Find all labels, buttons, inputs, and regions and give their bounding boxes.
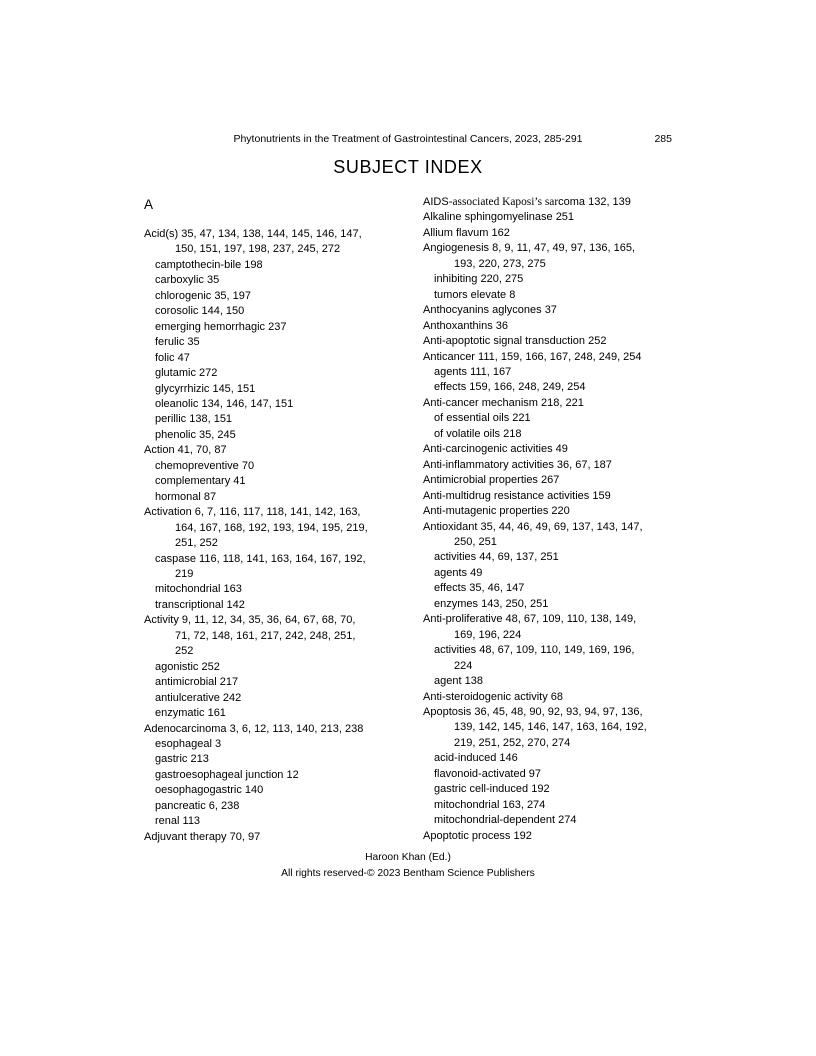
index-line: inhibiting 220, 275 [434,273,524,286]
index-line-segment: AIDS [423,196,449,208]
index-line: 169, 196, 224 [454,628,522,641]
index-line: esophageal 3 [155,737,222,750]
footer-rights-line: All rights reserved-© 2023 Bentham Science Publishers [281,867,535,879]
index-line: enzymatic 161 [155,707,226,720]
index-line-segment: coma 132, 139 [558,196,631,208]
index-line: gastric cell-induced 192 [434,783,550,796]
index-line: 150, 151, 197, 198, 237, 245, 272 [175,243,341,256]
index-line: agent 138 [434,675,483,688]
index-line: Apoptosis 36, 45, 48, 90, 92, 93, 94, 97, 136, [423,705,643,718]
index-line: glycyrrhizic 145, 151 [155,382,256,395]
index-line: flavonoid-activated 97 [434,767,542,780]
index-line: Anthoxanthins 36 [423,319,509,332]
index-line-segment: -associated Kaposi’s sar [448,196,559,208]
index-column-right [423,195,698,844]
index-line: antiulcerative 242 [155,691,242,704]
index-line: gastroesophageal junction 12 [155,768,299,781]
index-line: 252 [175,645,194,658]
index-line: agonistic 252 [155,660,220,673]
index-line: Acid(s) 35, 47, 134, 138, 144, 145, 146, 147, [144,228,362,240]
index-line: tumors elevate 8 [434,288,516,301]
index-line: Alkaline sphingomyelinase 251 [423,211,575,224]
index-line: Activity 9, 11, 12, 34, 35, 36, 64, 67, 68, 70, [144,614,356,627]
page-number: 285 [654,133,672,145]
index-line [423,195,698,210]
index-line: Anti-steroidogenic activity 68 [423,690,564,703]
index-line: caspase 116, 118, 141, 163, 164, 167, 192, [155,552,366,565]
index-column-left [144,227,419,845]
index-line: emerging hemorrhagic 237 [155,320,287,333]
page-footer [0,850,816,881]
index-line: Anti-carcinogenic activities 49 [423,443,568,456]
index-line: 224 [454,659,473,672]
index-line: glutamic 272 [155,367,218,380]
page-title: SUBJECT INDEX [333,157,483,177]
index-line: Anti-cancer mechanism 218, 221 [423,396,584,409]
index-line: Anticancer 111, 159, 166, 167, 248, 249, 254 [423,350,642,363]
index-line: carboxylic 35 [155,274,220,287]
index-line: Anthocyanins aglycones 37 [423,304,557,317]
index-line: Antioxidant 35, 44, 46, 49, 69, 137, 143, 147, [423,520,643,533]
index-line: mitochondrial 163, 274 [434,798,546,811]
index-line: 71, 72, 148, 161, 217, 242, 248, 251, [175,629,356,642]
index-line: Adenocarcinoma 3, 6, 12, 113, 140, 213, 238 [144,722,364,735]
index-line: of essential oils 221 [434,412,531,425]
index-line: agents 49 [434,566,483,579]
index-line: 250, 251 [454,535,497,548]
index-line: activities 48, 67, 109, 110, 149, 169, 196, [434,644,635,657]
section-letter-heading: A [144,197,154,212]
index-line: Allium flavum 162 [423,226,510,239]
index-line: effects 159, 166, 248, 249, 254 [434,381,586,394]
index-line: Apoptotic process 192 [423,829,532,842]
index-line: corosolic 144, 150 [155,305,245,318]
index-line: phenolic 35, 245 [155,428,236,441]
index-line: mitochondrial 163 [155,583,242,596]
index-line: oesophagogastric 140 [155,784,264,797]
index-line: renal 113 [155,815,201,828]
index-line: Activation 6, 7, 116, 117, 118, 141, 142, 163, [144,506,361,519]
index-line: 164, 167, 168, 192, 193, 194, 195, 219, [175,521,368,534]
index-line: agents 111, 167 [434,365,512,378]
index-line: Antimicrobial properties 267 [423,474,560,487]
index-line: Anti-apoptotic signal transduction 252 [423,335,607,348]
index-line: chemopreventive 70 [155,459,255,472]
index-line: Anti-inflammatory activities 36, 67, 187 [423,458,612,471]
index-line: complementary 41 [155,475,246,488]
footer-editor-line: Haroon Khan (Ed.) [365,852,451,863]
index-line: 219 [175,567,194,580]
index-line: Angiogenesis 8, 9, 11, 47, 49, 97, 136, 165, [423,242,636,255]
index-line: antimicrobial 217 [155,676,239,689]
index-line: 193, 220, 273, 275 [454,257,546,270]
index-line: chlorogenic 35, 197 [155,289,252,302]
index-line: folic 47 [155,351,190,364]
index-line: of volatile oils 218 [434,427,522,440]
index-line: transcriptional 142 [155,598,245,611]
index-line: camptothecin-bile 198 [155,258,263,271]
running-header [144,132,672,146]
index-line: ferulic 35 [155,336,200,349]
index-line: Action 41, 70, 87 [144,444,227,457]
index-line: oleanolic 134, 146, 147, 151 [155,397,294,410]
index-line: pancreatic 6, 238 [155,799,240,812]
index-line: mitochondrial-dependent 274 [434,814,577,827]
index-line: 139, 142, 145, 146, 147, 163, 164, 192, [454,721,647,734]
index-line: Adjuvant therapy 70, 97 [144,830,261,843]
index-line: Anti-proliferative 48, 67, 109, 110, 138, 149, [423,613,637,626]
running-title: Phytonutrients in the Treatment of Gastrointestinal Cancers, 2023, 285-291 [233,133,583,145]
index-line: 251, 252 [175,537,218,550]
index-line: perillic 138, 151 [155,413,233,426]
index-line: effects 35, 46, 147 [434,582,525,595]
index-line: enzymes 143, 250, 251 [434,597,549,610]
index-line: activities 44, 69, 137, 251 [434,551,559,564]
index-line: gastric 213 [155,753,209,766]
index-line: hormonal 87 [155,490,217,503]
index-line: acid-induced 146 [434,752,518,765]
index-line: Anti-mutagenic properties 220 [423,505,570,518]
index-line: Anti-multidrug resistance activities 159 [423,489,611,502]
index-line: 219, 251, 252, 270, 274 [454,736,571,749]
